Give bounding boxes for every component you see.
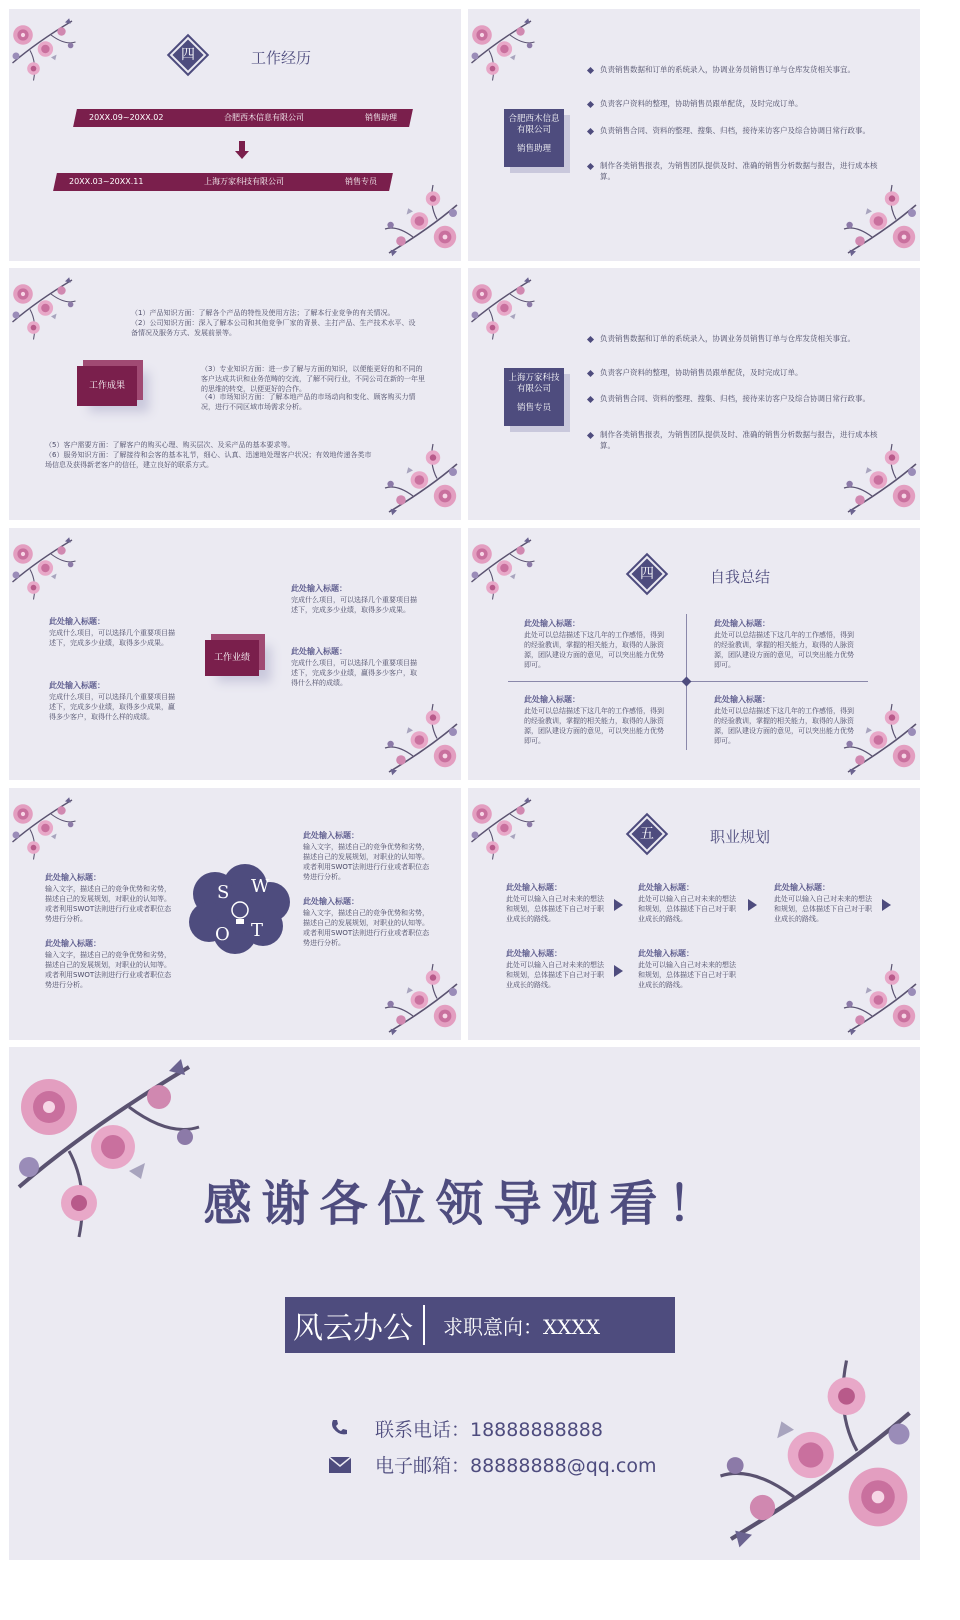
perf-title: 此处输入标题： bbox=[291, 647, 347, 656]
arrow-right-icon bbox=[748, 899, 757, 911]
flower-decoration bbox=[468, 9, 538, 89]
timeline-date: 20XX.03~20XX.11 bbox=[69, 177, 144, 186]
knowledge-item: （4）市场知识方面：了解本地产品的市场动向和变化、顾客购买力情况，进行不同区域市场需求分析。 bbox=[201, 393, 416, 412]
job-card-company: 上海万家科技有限公司 bbox=[508, 373, 560, 395]
flower-decoration bbox=[468, 788, 538, 868]
knowledge-item: （3）专业知识方面：进一步了解与方面的知识，以便能更好的和不同的客户达成共识和业务范畴的交流，了解不同行业，不同公司在新的一年里的思维的转变，以便更好的合作。 bbox=[201, 365, 425, 394]
flower-decoration bbox=[9, 788, 79, 868]
swot-body: 输入文字，描述自己的竞争优势和劣势，描述自己的发展规划，对职业的认知等。或者利用SWOT法则进行行业或者职位态势进行分析。 bbox=[303, 842, 430, 882]
summary-block bbox=[524, 694, 664, 746]
swot-block bbox=[303, 830, 431, 882]
duty-item: 负责客户资料的整理，协助销售员跟单配货，及时完成订单。 bbox=[588, 99, 878, 110]
arrow-right-icon bbox=[882, 899, 891, 911]
timeline-role: 销售专员 bbox=[345, 177, 377, 186]
slide-job-2 bbox=[468, 268, 920, 520]
flower-decoration bbox=[381, 440, 461, 520]
knowledge-item: （5）客户需要方面：了解客户的购买心理、购买层次、及采产品的基本要求等。 bbox=[45, 441, 295, 449]
swot-letter-w: W bbox=[251, 876, 270, 897]
perf-title: 此处输入标题： bbox=[49, 617, 105, 626]
knowledge-item: （2）公司知识方面：深入了解本公司和其他竞争厂家的背景、主打产品、生产技术水平、设备情况及服务方式、发展前景等。 bbox=[131, 319, 416, 338]
swot-letter-o: O bbox=[215, 924, 230, 945]
contact-email: 电子邮箱：88888888@qq.com bbox=[375, 1455, 657, 1477]
slide-performance bbox=[9, 528, 461, 780]
perf-body: 完成什么项目，可以选择几个重要项目描述下，完成多少业绩，取得多少成果，赢得多少客户，取得什么样的成绩。 bbox=[49, 692, 175, 721]
summary-title: 此处输入标题： bbox=[714, 619, 770, 628]
perf-block bbox=[291, 646, 421, 688]
swot-title: 此处输入标题： bbox=[45, 939, 101, 948]
perf-body: 完成什么项目，可以选择几个重要项目描述下，完成多少业绩，取得多少成果。 bbox=[291, 595, 417, 614]
plan-body: 此处可以输入自己对未来的想法和规划，总体描述下自己对于职业成长的路线。 bbox=[638, 894, 736, 923]
phone-icon bbox=[329, 1418, 349, 1438]
arrow-down-icon bbox=[239, 141, 245, 151]
timeline-company: 合肥西木信息有限公司 bbox=[224, 113, 305, 122]
plan-body: 此处可以输入自己对未来的想法和规划，总体描述下自己对于职业成长的路线。 bbox=[774, 894, 872, 923]
summary-body: 此处可以总结描述下这几年的工作感悟，得到的经验教训，掌握的相关能力，取得的人脉资源，团队建设方面的意见，可以突出能力优势即可。 bbox=[714, 630, 854, 670]
contact-phone: 联系电话：18888888888 bbox=[375, 1419, 603, 1441]
brand-banner bbox=[285, 1297, 675, 1353]
flower-decoration bbox=[840, 181, 920, 261]
knowledge-item: （1）产品知识方面：了解各个产品的特性及使用方法；了解本行业竞争的有关情况。 bbox=[131, 309, 395, 317]
plan-block bbox=[638, 948, 738, 990]
flower-decoration bbox=[381, 181, 461, 261]
achievements-cube: 工作成果 bbox=[77, 366, 137, 406]
flower-decoration bbox=[381, 960, 461, 1040]
slide-work-history bbox=[9, 9, 461, 261]
plan-block bbox=[638, 882, 738, 924]
slide-career-plan bbox=[468, 788, 920, 1040]
plan-title: 此处输入标题： bbox=[638, 883, 694, 892]
swot-title: 此处输入标题： bbox=[45, 873, 101, 882]
plan-title: 此处输入标题： bbox=[506, 883, 562, 892]
swot-title: 此处输入标题： bbox=[303, 897, 359, 906]
thanks-heading: 感谢各位领导观看！ bbox=[203, 1176, 726, 1232]
section-title: 自我总结 bbox=[710, 568, 771, 586]
slide-achievements bbox=[9, 268, 461, 520]
plan-body: 此处可以输入自己对未来的想法和规划，总体描述下自己对于职业成长的路线。 bbox=[506, 894, 604, 923]
summary-body: 此处可以总结描述下这几年的工作感悟，得到的经验教训，掌握的相关能力，取得的人脉资源，团队建设方面的意见，可以突出能力优势即可。 bbox=[524, 630, 664, 670]
duty-item: 制作各类销售报表，为销售团队提供及时、准确的销售分析数据与报告，进行成本核算。 bbox=[588, 430, 888, 451]
job-card-role: 销售助理 bbox=[516, 144, 551, 155]
job-card-role: 销售专员 bbox=[516, 403, 551, 414]
knowledge-item: （6）服务知识方面：了解接待和会客的基本礼节，细心、认真、迅速地处理客户状况；有效地传递各类市场信息及获得新老客户的信任，建立良好的联系方式。 bbox=[45, 451, 372, 470]
plan-body: 此处可以输入自己对未来的想法和规划，总体描述下自己对于职业成长的路线。 bbox=[506, 960, 604, 989]
swot-title: 此处输入标题： bbox=[303, 831, 359, 840]
perf-block bbox=[49, 616, 179, 648]
slide-thanks bbox=[9, 1047, 920, 1560]
performance-cube: 工作业绩 bbox=[205, 640, 259, 676]
swot-block bbox=[45, 938, 173, 990]
plan-title: 此处输入标题： bbox=[638, 949, 694, 958]
swot-cloud bbox=[185, 864, 295, 954]
swot-body: 输入文字，描述自己的竞争优势和劣势，描述自己的发展规划，对职业的认知等。或者利用SWOT法则进行行业或者职位态势进行分析。 bbox=[45, 884, 172, 924]
arrow-head bbox=[235, 151, 249, 159]
summary-block bbox=[714, 618, 854, 670]
duty-item: 制作各类销售报表，为销售团队提供及时、准确的销售分析数据与报告，进行成本核算。 bbox=[588, 161, 878, 182]
timeline-date: 20XX.09~20XX.02 bbox=[89, 113, 164, 122]
plan-body: 此处可以输入自己对未来的想法和规划，总体描述下自己对于职业成长的路线。 bbox=[638, 960, 736, 989]
perf-body: 完成什么项目，可以选择几个重要项目描述下，完成多少业绩，取得多少成果。 bbox=[49, 628, 175, 647]
job-card-company: 合肥西木信息有限公司 bbox=[508, 114, 560, 136]
job-intent: 求职意向：XXXX bbox=[443, 1314, 600, 1339]
perf-title: 此处输入标题： bbox=[291, 584, 347, 593]
email-icon bbox=[329, 1457, 351, 1473]
plan-block bbox=[774, 882, 874, 924]
timeline-role: 销售助理 bbox=[365, 113, 397, 122]
arrow-right-icon bbox=[614, 899, 623, 911]
flower-decoration bbox=[468, 528, 538, 608]
duty-item: 负责销售合同、资料的整理、搜集、归档，接待来访客户及综合协调日常行政事。 bbox=[588, 394, 888, 405]
swot-block bbox=[303, 896, 431, 948]
flower-decoration bbox=[381, 700, 461, 780]
center-diamond bbox=[682, 677, 692, 687]
duty-item: 负责销售数据和订单的系统录入，协调业务员销售订单与仓库发货相关事宜。 bbox=[588, 65, 878, 76]
summary-body: 此处可以总结描述下这几年的工作感悟，得到的经验教训，掌握的相关能力，取得的人脉资源，团队建设方面的意见，可以突出能力优势即可。 bbox=[714, 706, 854, 746]
swot-block bbox=[45, 872, 173, 924]
plan-title: 此处输入标题： bbox=[774, 883, 830, 892]
duty-item: 负责客户资料的整理，协助销售员跟单配货，及时完成订单。 bbox=[588, 368, 888, 379]
perf-block bbox=[49, 680, 179, 722]
section-number: 四 bbox=[181, 47, 195, 63]
section-number: 四 bbox=[640, 566, 654, 582]
flower-decoration bbox=[840, 960, 920, 1040]
flower-decoration bbox=[9, 9, 79, 89]
arrow-right-icon bbox=[614, 965, 623, 977]
brand-name: 风云办公 bbox=[293, 1311, 413, 1346]
duty-item: 负责销售合同、资料的整理、搜集、归档，接待来访客户及综合协调日常行政事。 bbox=[588, 126, 878, 137]
section-title: 职业规划 bbox=[710, 828, 771, 846]
summary-title: 此处输入标题： bbox=[714, 695, 770, 704]
flower-decoration bbox=[840, 440, 920, 520]
summary-title: 此处输入标题： bbox=[524, 695, 580, 704]
section-number: 五 bbox=[640, 826, 654, 842]
perf-title: 此处输入标题： bbox=[49, 681, 105, 690]
section-title: 工作经历 bbox=[251, 49, 312, 67]
flower-decoration bbox=[468, 268, 538, 348]
plan-title: 此处输入标题： bbox=[506, 949, 562, 958]
plan-block bbox=[506, 948, 606, 990]
swot-letter-s: S bbox=[217, 882, 230, 903]
plan-block bbox=[506, 882, 606, 924]
slide-job-1 bbox=[468, 9, 920, 261]
swot-letter-t: T bbox=[251, 920, 264, 941]
duty-item: 负责销售数据和订单的系统录入，协调业务员销售订单与仓库发货相关事宜。 bbox=[588, 334, 888, 345]
swot-body: 输入文字，描述自己的竞争优势和劣势，描述自己的发展规划，对职业的认知等。或者利用SWOT法则进行行业或者职位态势进行分析。 bbox=[45, 950, 172, 990]
swot-body: 输入文字，描述自己的竞争优势和劣势，描述自己的发展规划，对职业的认知等。或者利用SWOT法则进行行业或者职位态势进行分析。 bbox=[303, 908, 430, 948]
timeline-row-2 bbox=[53, 173, 393, 191]
flower-decoration bbox=[9, 528, 79, 608]
flower-decoration bbox=[710, 1350, 920, 1560]
summary-title: 此处输入标题： bbox=[524, 619, 580, 628]
job-card bbox=[504, 109, 564, 167]
slide-self-summary bbox=[468, 528, 920, 780]
perf-body: 完成什么项目，可以选择几个重要项目描述下，完成多少业绩，赢得多少客户，取得什么样的成绩。 bbox=[291, 658, 417, 687]
perf-block bbox=[291, 583, 421, 615]
timeline-company: 上海万家科技有限公司 bbox=[204, 177, 285, 186]
slide-swot bbox=[9, 788, 461, 1040]
job-card bbox=[504, 368, 564, 426]
summary-block bbox=[714, 694, 854, 746]
timeline-row-1 bbox=[73, 109, 413, 127]
summary-block bbox=[524, 618, 664, 670]
flower-decoration bbox=[9, 268, 79, 348]
summary-body: 此处可以总结描述下这几年的工作感悟，得到的经验教训，掌握的相关能力，取得的人脉资源，团队建设方面的意见，可以突出能力优势即可。 bbox=[524, 706, 664, 746]
